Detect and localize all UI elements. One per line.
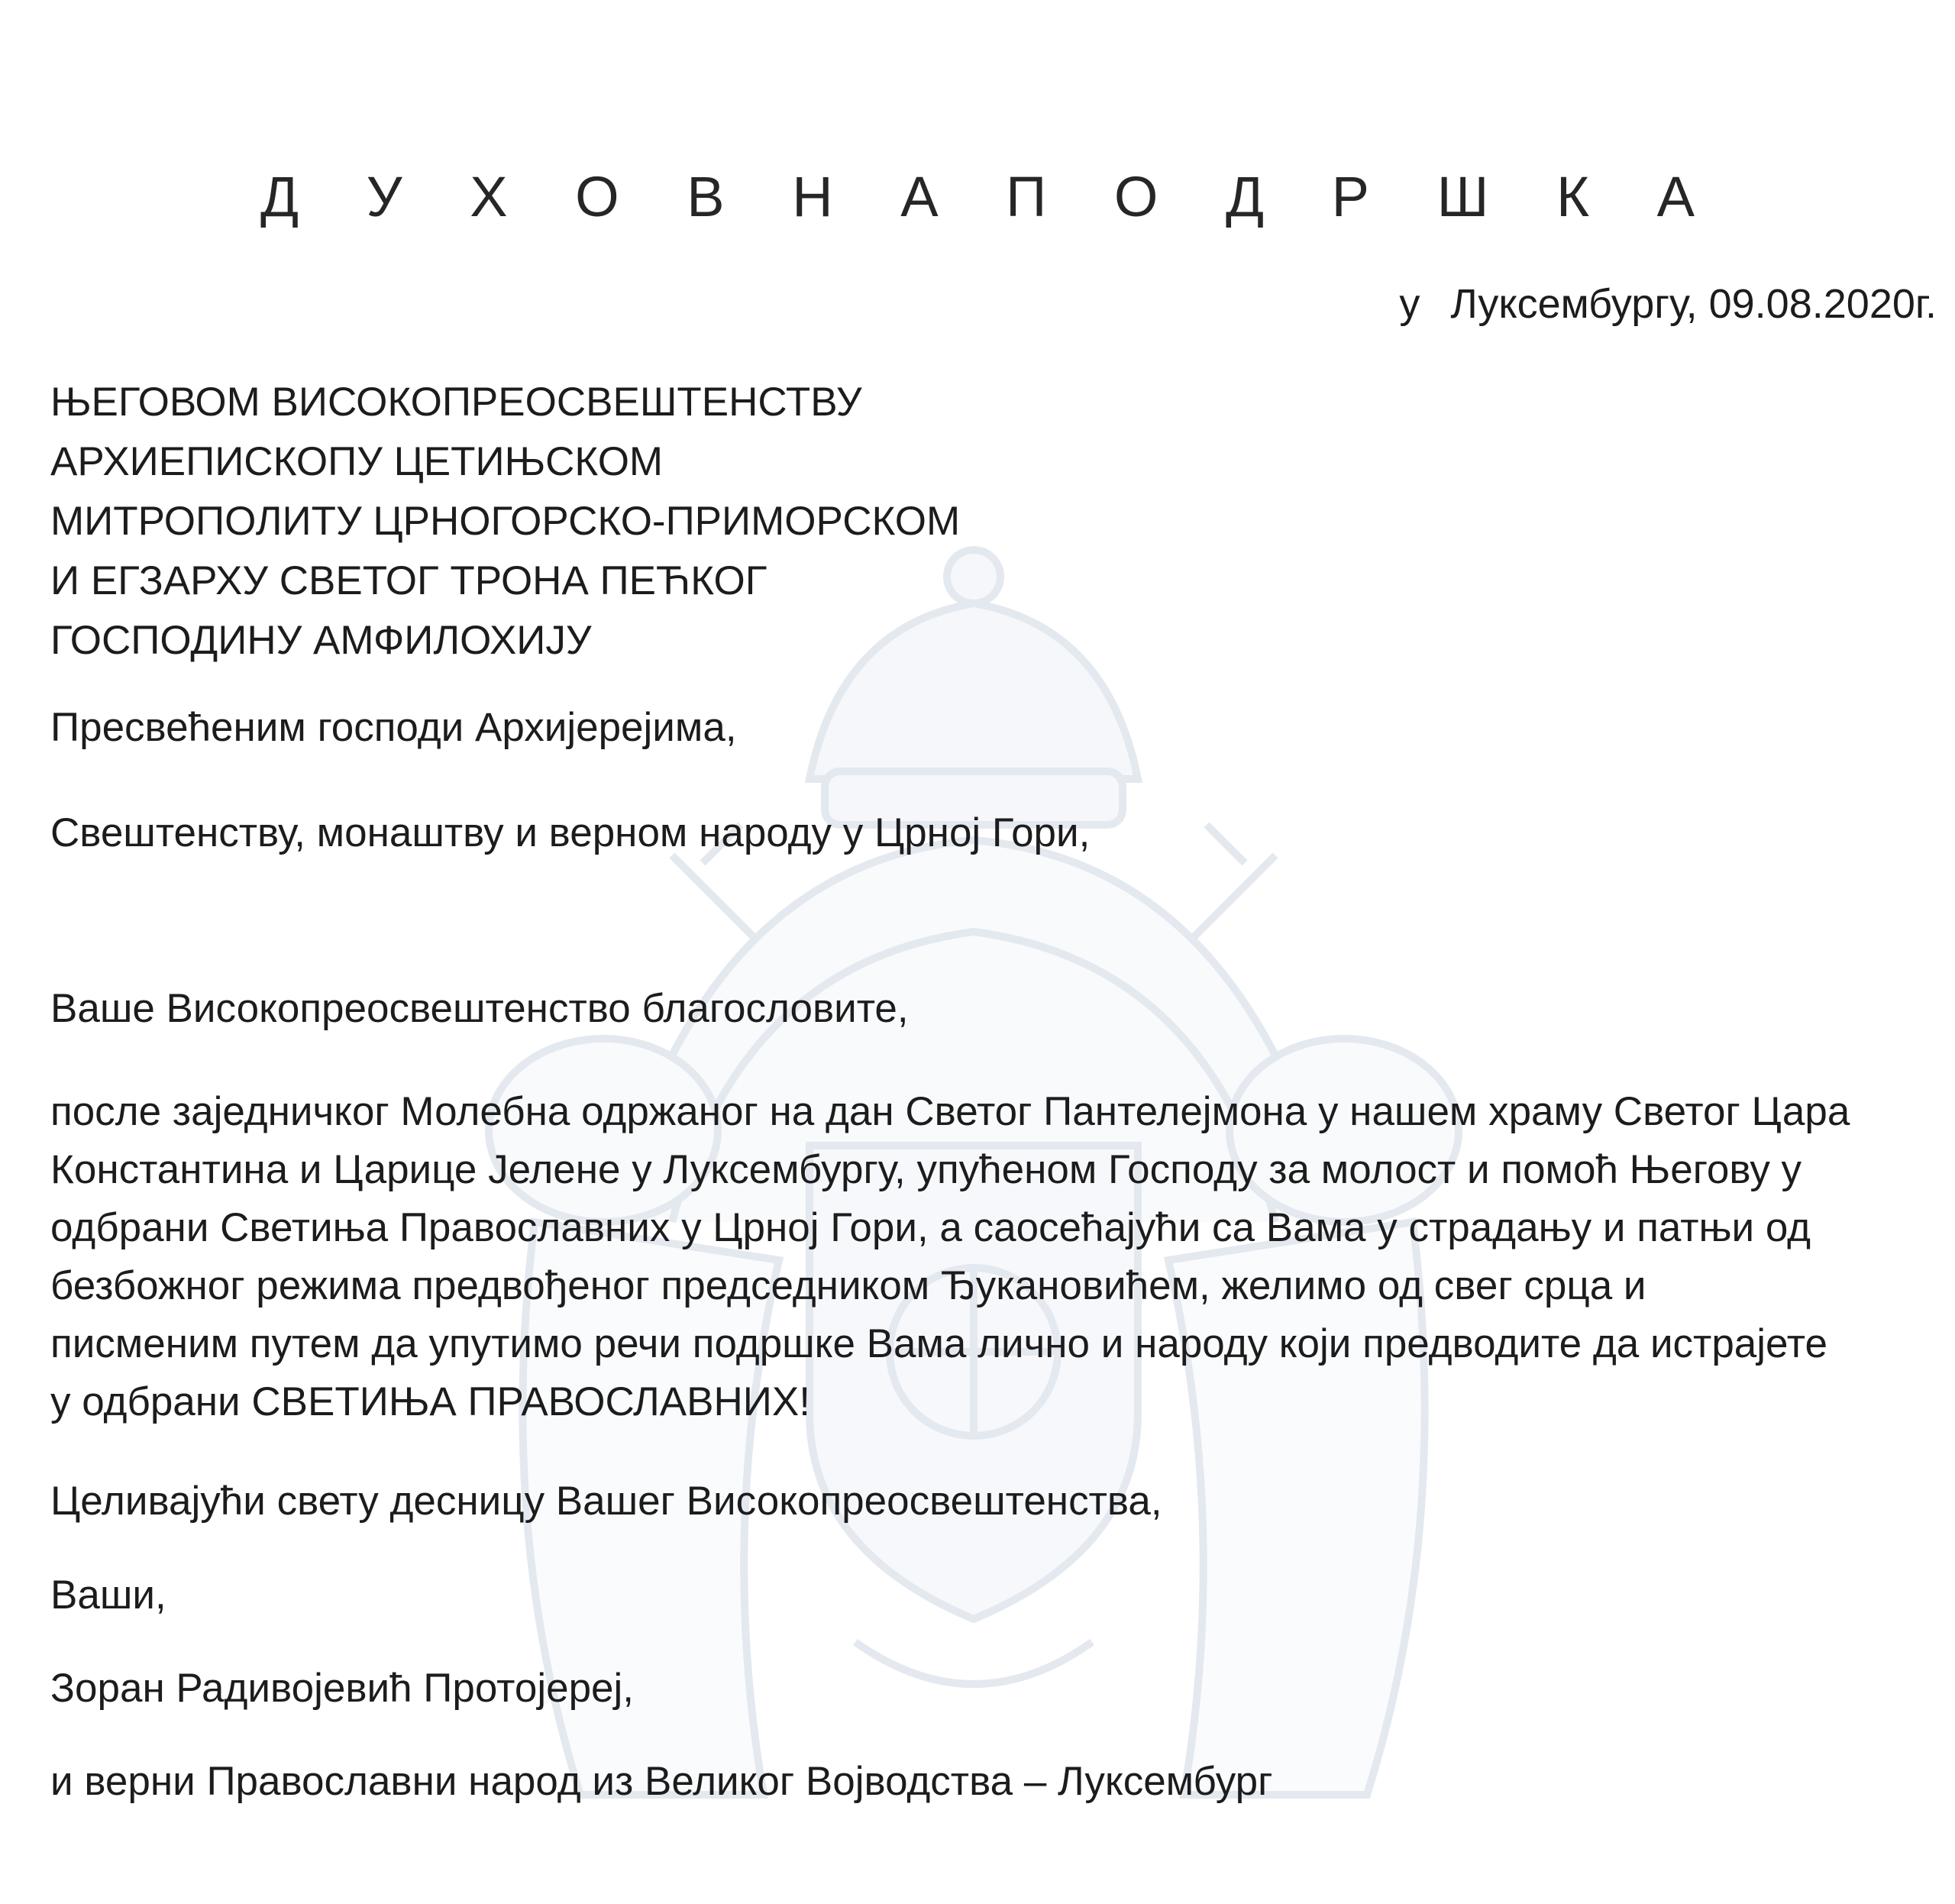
body-line: одбрани Светиња Православних у Црној Гори, а саосећајући са Вама у страдању и патњи од [50,1205,1811,1250]
signature: Зоран Радивојевић Протојереј, [50,1666,635,1711]
letter-body [50,1083,1921,1431]
salutation: Ваше Високопреосвештенство благословите, [50,986,909,1031]
signature-community: и верни Православни народ из Великог Војводства – Луксембург [50,1759,1273,1804]
addressee-line: АРХИЕПИСКОПУ ЦЕТИЊСКОМ [50,439,664,484]
place-date [1399,280,1937,328]
date-text: Луксембургу, 09.08.2020г. [1450,281,1937,327]
body-line: у одбрани СВЕТИЊА ПРАВОСЛАВНИХ! [50,1379,810,1424]
yours: Ваши, [50,1573,166,1618]
body-line: безбожног режима предвођеног председником Ђукановићем, желимо од свег срца и [50,1263,1646,1308]
addressee-line: ЊЕГОВОМ ВИСОКОПРЕОСВЕШТЕНСТВУ [50,380,862,425]
addressee-block [50,373,960,671]
greeting-clergy: Свештенству, монаштву и верном народу у Црној Гори, [50,810,1091,855]
document-title: Д У Х О В Н А П О Д Р Ш К А [260,165,1721,228]
body-line: писменим путем да упутимо речи подршке Вама лично и народу који предводите да истрајете [50,1321,1827,1366]
date-prefix: у [1399,281,1420,327]
greeting-hierarchs: Пресвећеним господи Архијерејима, [50,705,737,750]
closing: Целивајући свету десницу Вашег Високопреосвештенства, [50,1479,1162,1524]
body-line: Константина и Царице Јелене у Луксембургу, упућеном Господу за молост и помоћ Његову у [50,1147,1802,1192]
body-line: после заједничког Молебна одржаног на дан Светог Пантелејмона у нашем храму Светог Цара [50,1089,1850,1134]
addressee-line: ГОСПОДИНУ АМФИЛОХИЈУ [50,618,592,663]
addressee-line: И ЕГЗАРХУ СВЕТОГ ТРОНА ПЕЋКОГ [50,558,767,603]
addressee-line: МИТРОПОЛИТУ ЦРНОГОРСКО-ПРИМОРСКОМ [50,499,961,544]
